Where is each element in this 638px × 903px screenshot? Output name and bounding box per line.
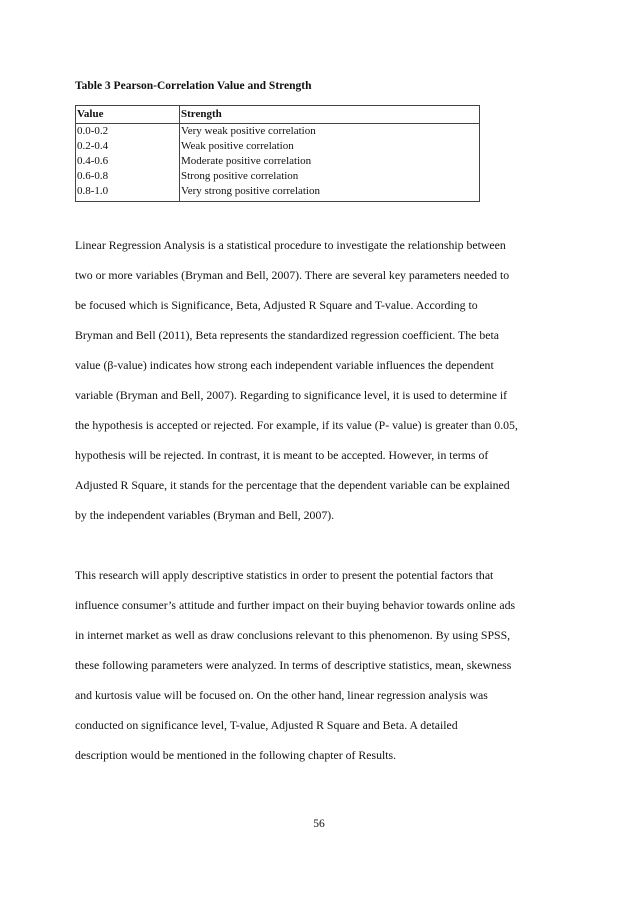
table-row (76, 139, 480, 154)
paragraph-linear-regression (75, 230, 565, 530)
text-line: This research will apply descriptive statistics in order to present the potential factors that (75, 568, 494, 582)
table-row (76, 124, 480, 140)
cell-value: 0.2-0.4 (76, 139, 180, 154)
cell-value: 0.0-0.2 (76, 124, 180, 140)
text-line: by the independent variables (Bryman and Bell, 2007). (75, 508, 335, 522)
table-caption: Table 3 Pearson-Correlation Value and Strength (75, 80, 312, 92)
table-header-row (76, 106, 480, 124)
page-number: 56 (313, 818, 325, 830)
header-value: Value (76, 106, 180, 124)
table-row (76, 184, 480, 202)
text-line: be focused which is Significance, Beta, Adjusted R Square and T-value. According to (75, 298, 478, 312)
table-row (76, 169, 480, 184)
cell-value: 0.6-0.8 (76, 169, 180, 184)
text-line: hypothesis will be rejected. In contrast, it is meant to be accepted. However, in terms of (75, 448, 489, 462)
cell-value: 0.4-0.6 (76, 154, 180, 169)
header-strength: Strength (180, 106, 480, 124)
text-line: these following parameters were analyzed. In terms of descriptive statistics, mean, skewness (75, 658, 512, 672)
text-line: conducted on significance level, T-value, Adjusted R Square and Beta. A detailed (75, 718, 458, 732)
paragraph-descriptive-statistics (75, 560, 565, 770)
cell-strength: Strong positive correlation (180, 169, 480, 184)
text-line: value (β-value) indicates how strong each independent variable influences the dependent (75, 358, 494, 372)
text-line: in internet market as well as draw conclusions relevant to this phenomenon. By using SPSS, (75, 628, 511, 642)
table-row (76, 154, 480, 169)
text-line: Bryman and Bell (2011), Beta represents the standardized regression coefficient. The beta (75, 328, 499, 342)
cell-strength: Moderate positive correlation (180, 154, 480, 169)
text-line: variable (Bryman and Bell, 2007). Regarding to significance level, it is used to determine if (75, 388, 508, 402)
cell-strength: Weak positive correlation (180, 139, 480, 154)
text-line: the hypothesis is accepted or rejected. For example, if its value (P- value) is greater than 0.05, (75, 418, 518, 432)
correlation-table (75, 105, 480, 202)
text-line: two or more variables (Bryman and Bell, 2007). There are several key parameters needed to (75, 268, 510, 282)
text-line: description would be mentioned in the following chapter of Results. (75, 748, 397, 762)
cell-value: 0.8-1.0 (76, 184, 180, 202)
text-line: influence consumer’s attitude and further impact on their buying behavior towards online ads (75, 598, 516, 612)
text-line: Adjusted R Square, it stands for the percentage that the dependent variable can be explained (75, 478, 510, 492)
text-line: and kurtosis value will be focused on. On the other hand, linear regression analysis was (75, 688, 488, 702)
cell-strength: Very strong positive correlation (180, 184, 480, 202)
cell-strength: Very weak positive correlation (180, 124, 480, 140)
text-line: Linear Regression Analysis is a statistical procedure to investigate the relationship between (75, 238, 506, 252)
